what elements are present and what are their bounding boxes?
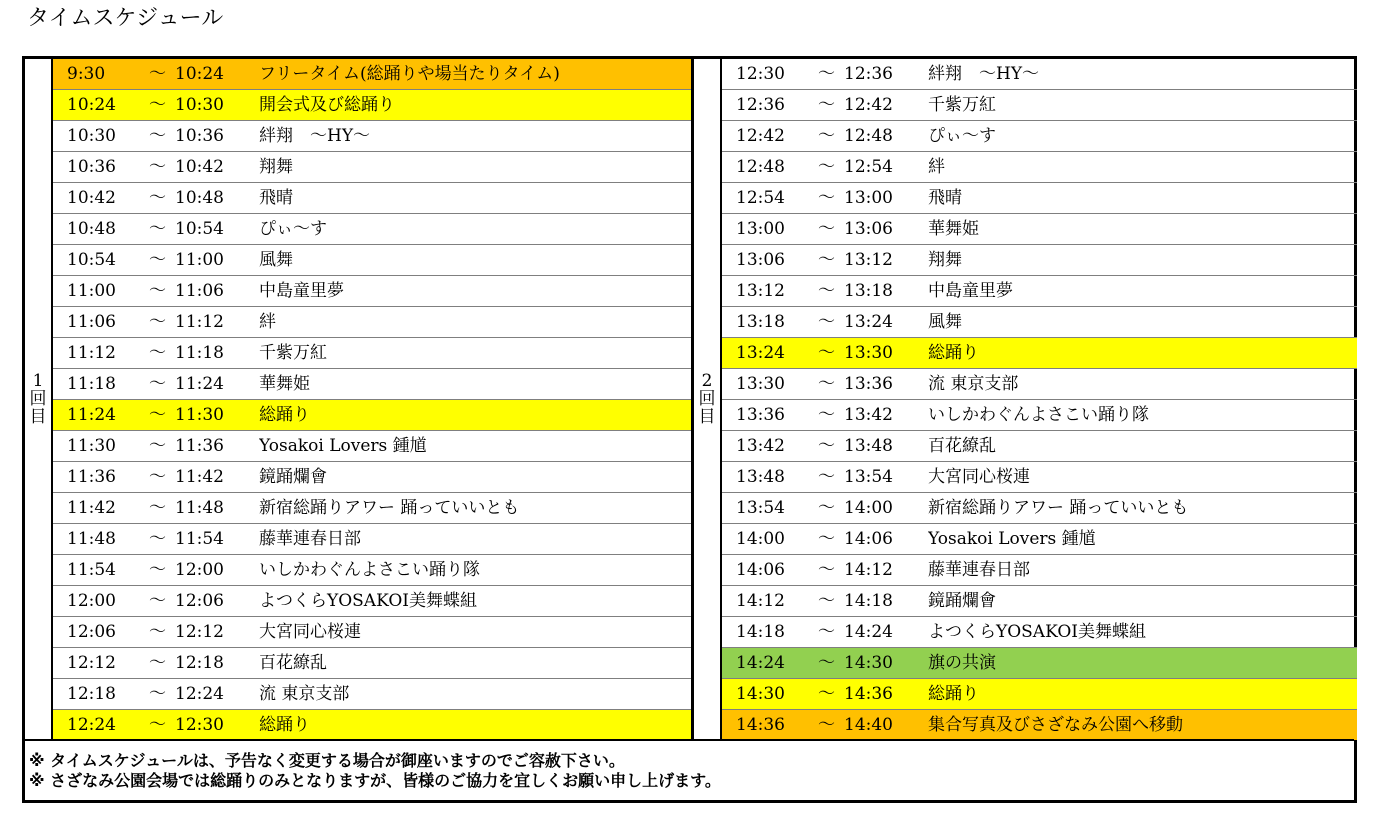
time-separator: ～: [818, 90, 844, 121]
team-name: 絆: [259, 307, 693, 338]
schedule-row: [53, 679, 693, 710]
team-name: Yosakoi Lovers 鍾馗: [259, 431, 693, 462]
time-separator: ～: [149, 555, 175, 586]
time-separator: ～: [149, 183, 175, 214]
schedule-row: [53, 152, 693, 183]
schedule-row: [53, 710, 693, 741]
time-end: 13:36: [844, 369, 928, 400]
team-name: 絆: [928, 152, 1357, 183]
team-name: 鏡踊爛會: [928, 586, 1357, 617]
schedule-row: [722, 245, 1357, 276]
schedule-row: [53, 307, 693, 338]
team-name: 藤華連春日部: [928, 555, 1357, 586]
team-name: 絆翔 ～HY～: [259, 121, 693, 152]
time-end: 12:30: [175, 710, 259, 741]
time-start: 14:18: [722, 617, 818, 648]
time-start: 11:12: [53, 338, 149, 369]
time-start: 13:30: [722, 369, 818, 400]
schedule-row: [53, 462, 693, 493]
schedule-row: [53, 400, 693, 431]
schedule-row: [53, 555, 693, 586]
schedule-row: [722, 121, 1357, 152]
time-separator: ～: [149, 369, 175, 400]
time-separator: ～: [818, 710, 844, 741]
note-line: ※ タイムスケジュールは、予告なく変更する場合が御座いますのでご容赦下さい。: [29, 751, 625, 770]
team-name: 華舞姫: [928, 214, 1357, 245]
time-start: 14:36: [722, 710, 818, 741]
time-end: 14:40: [844, 710, 928, 741]
schedule-row: [53, 431, 693, 462]
time-start: 11:48: [53, 524, 149, 555]
time-start: 12:12: [53, 648, 149, 679]
time-end: 12:24: [175, 679, 259, 710]
time-end: 11:12: [175, 307, 259, 338]
time-separator: ～: [818, 276, 844, 307]
time-end: 14:36: [844, 679, 928, 710]
time-end: 12:48: [844, 121, 928, 152]
team-name: 総踊り: [928, 679, 1357, 710]
team-name: 千紫万紅: [259, 338, 693, 369]
time-start: 10:42: [53, 183, 149, 214]
schedule-row: [53, 214, 693, 245]
time-start: 14:30: [722, 679, 818, 710]
time-end: 11:18: [175, 338, 259, 369]
time-end: 11:42: [175, 462, 259, 493]
team-name: よつくらYOSAKOI美舞蝶組: [259, 586, 693, 617]
time-end: 13:54: [844, 462, 928, 493]
time-start: 13:36: [722, 400, 818, 431]
team-name: 旗の共演: [928, 648, 1357, 679]
time-end: 12:12: [175, 617, 259, 648]
time-end: 12:06: [175, 586, 259, 617]
time-end: 12:18: [175, 648, 259, 679]
schedule-row: [722, 214, 1357, 245]
schedule-row: [722, 586, 1357, 617]
schedule-row: [53, 183, 693, 214]
note-line: ※ さざなみ公園会場では総踊りのみとなりますが、皆様のご協力を宜しくお願い申し上げます。: [29, 771, 721, 790]
time-start: 12:18: [53, 679, 149, 710]
team-name: 集合写真及びさざなみ公園へ移動: [928, 710, 1357, 741]
time-separator: ～: [818, 369, 844, 400]
team-name: 千紫万紅: [928, 90, 1357, 121]
time-separator: ～: [818, 524, 844, 555]
time-separator: ～: [818, 400, 844, 431]
team-name: 百花繚乱: [928, 431, 1357, 462]
time-end: 12:00: [175, 555, 259, 586]
time-start: 12:36: [722, 90, 818, 121]
time-start: 11:30: [53, 431, 149, 462]
schedule-row: [722, 555, 1357, 586]
time-start: 13:48: [722, 462, 818, 493]
team-name: 華舞姫: [259, 369, 693, 400]
time-start: 12:30: [722, 59, 818, 90]
time-start: 13:42: [722, 431, 818, 462]
schedule-row: [722, 462, 1357, 493]
time-separator: ～: [149, 152, 175, 183]
time-start: 13:06: [722, 245, 818, 276]
time-separator: ～: [149, 710, 175, 741]
time-start: 11:36: [53, 462, 149, 493]
schedule-row: [722, 369, 1357, 400]
time-end: 11:30: [175, 400, 259, 431]
team-name: 開会式及び総踊り: [259, 90, 693, 121]
time-separator: ～: [149, 307, 175, 338]
time-start: 14:24: [722, 648, 818, 679]
schedule-row: [53, 493, 693, 524]
team-name: いしかわぐんよさこい踊り隊: [259, 555, 693, 586]
team-name: 風舞: [928, 307, 1357, 338]
time-end: 13:12: [844, 245, 928, 276]
page-title: タイムスケジュール: [27, 6, 224, 31]
team-name: 翔舞: [928, 245, 1357, 276]
time-end: 10:24: [175, 59, 259, 90]
time-separator: ～: [818, 555, 844, 586]
time-separator: ～: [818, 462, 844, 493]
time-end: 11:54: [175, 524, 259, 555]
time-start: 11:06: [53, 307, 149, 338]
time-end: 13:00: [844, 183, 928, 214]
team-name: 総踊り: [928, 338, 1357, 369]
time-start: 13:18: [722, 307, 818, 338]
schedule-row: [722, 59, 1357, 90]
time-start: 11:18: [53, 369, 149, 400]
time-start: 10:48: [53, 214, 149, 245]
time-end: 11:24: [175, 369, 259, 400]
time-separator: ～: [818, 307, 844, 338]
team-name: 飛晴: [259, 183, 693, 214]
schedule-row: [53, 90, 693, 121]
time-start: 10:36: [53, 152, 149, 183]
time-end: 10:48: [175, 183, 259, 214]
time-start: 10:30: [53, 121, 149, 152]
time-separator: ～: [818, 59, 844, 90]
time-end: 13:30: [844, 338, 928, 369]
time-separator: ～: [818, 431, 844, 462]
time-end: 12:36: [844, 59, 928, 90]
schedule-row: [722, 493, 1357, 524]
schedule-row: [53, 121, 693, 152]
time-end: 13:24: [844, 307, 928, 338]
schedule-row: [722, 90, 1357, 121]
time-separator: ～: [149, 493, 175, 524]
time-start: 10:24: [53, 90, 149, 121]
time-separator: ～: [149, 400, 175, 431]
schedule-row: [722, 431, 1357, 462]
time-end: 11:36: [175, 431, 259, 462]
schedule-row: [722, 307, 1357, 338]
time-end: 14:18: [844, 586, 928, 617]
time-end: 14:30: [844, 648, 928, 679]
time-end: 11:00: [175, 245, 259, 276]
team-name: 大宮同心桜連: [259, 617, 693, 648]
time-separator: ～: [149, 462, 175, 493]
schedule-row: [53, 369, 693, 400]
round1-label: 1回目: [29, 371, 47, 427]
schedule-row: [722, 524, 1357, 555]
team-name: 風舞: [259, 245, 693, 276]
time-end: 10:36: [175, 121, 259, 152]
time-separator: ～: [149, 586, 175, 617]
time-end: 14:12: [844, 555, 928, 586]
schedule-row: [722, 648, 1357, 679]
time-separator: ～: [149, 121, 175, 152]
time-separator: ～: [818, 586, 844, 617]
schedule-row: [53, 59, 693, 90]
team-name: 流 東京支部: [259, 679, 693, 710]
round1-table: [53, 59, 694, 740]
time-end: 11:48: [175, 493, 259, 524]
time-start: 14:06: [722, 555, 818, 586]
time-separator: ～: [818, 338, 844, 369]
notes-section: [25, 739, 1354, 800]
time-start: 11:54: [53, 555, 149, 586]
time-separator: ～: [149, 214, 175, 245]
schedule-row: [722, 338, 1357, 369]
time-start: 12:24: [53, 710, 149, 741]
schedule-row: [53, 617, 693, 648]
time-end: 13:18: [844, 276, 928, 307]
team-name: Yosakoi Lovers 鍾馗: [928, 524, 1357, 555]
schedule-row: [722, 617, 1357, 648]
time-end: 13:42: [844, 400, 928, 431]
time-start: 13:12: [722, 276, 818, 307]
time-start: 13:00: [722, 214, 818, 245]
time-start: 13:24: [722, 338, 818, 369]
schedule-row: [53, 524, 693, 555]
time-end: 10:54: [175, 214, 259, 245]
time-separator: ～: [149, 90, 175, 121]
time-start: 12:06: [53, 617, 149, 648]
time-start: 12:54: [722, 183, 818, 214]
team-name: 絆翔 ～HY～: [928, 59, 1357, 90]
time-separator: ～: [818, 493, 844, 524]
round2-label-cell: [694, 59, 722, 739]
time-start: 12:00: [53, 586, 149, 617]
time-separator: ～: [818, 214, 844, 245]
time-start: 14:00: [722, 524, 818, 555]
schedule-row: [722, 710, 1357, 741]
round1-label-cell: [25, 59, 53, 739]
schedule-row: [53, 245, 693, 276]
team-name: 流 東京支部: [928, 369, 1357, 400]
schedule-row: [722, 152, 1357, 183]
team-name: フリータイム(総踊りや場当たりタイム): [259, 59, 693, 90]
time-separator: ～: [818, 183, 844, 214]
time-end: 13:06: [844, 214, 928, 245]
time-start: 11:24: [53, 400, 149, 431]
time-separator: ～: [818, 617, 844, 648]
time-start: 10:54: [53, 245, 149, 276]
time-end: 10:30: [175, 90, 259, 121]
time-end: 12:54: [844, 152, 928, 183]
schedule-row: [53, 586, 693, 617]
team-name: 中島童里夢: [259, 276, 693, 307]
time-start: 9:30: [53, 59, 149, 90]
team-name: 飛晴: [928, 183, 1357, 214]
time-separator: ～: [818, 679, 844, 710]
schedule-row: [53, 648, 693, 679]
time-start: 12:42: [722, 121, 818, 152]
schedule-row: [722, 679, 1357, 710]
time-separator: ～: [149, 245, 175, 276]
schedule-row: [722, 183, 1357, 214]
team-name: 総踊り: [259, 710, 693, 741]
time-start: 12:48: [722, 152, 818, 183]
team-name: 中島童里夢: [928, 276, 1357, 307]
time-separator: ～: [149, 524, 175, 555]
team-name: いしかわぐんよさこい踊り隊: [928, 400, 1357, 431]
time-end: 12:42: [844, 90, 928, 121]
team-name: 藤華連春日部: [259, 524, 693, 555]
time-separator: ～: [149, 431, 175, 462]
schedule-frame: [22, 56, 1357, 803]
team-name: 新宿総踊りアワー 踊っていいとも: [928, 493, 1357, 524]
time-separator: ～: [149, 276, 175, 307]
round2-table: [722, 59, 1357, 740]
team-name: 総踊り: [259, 400, 693, 431]
schedule-row: [722, 400, 1357, 431]
schedule-row: [53, 276, 693, 307]
team-name: 鏡踊爛會: [259, 462, 693, 493]
round2-label: 2回目: [698, 371, 716, 427]
time-end: 11:06: [175, 276, 259, 307]
team-name: 大宮同心桜連: [928, 462, 1357, 493]
time-separator: ～: [149, 338, 175, 369]
time-start: 11:42: [53, 493, 149, 524]
time-start: 14:12: [722, 586, 818, 617]
time-end: 10:42: [175, 152, 259, 183]
team-name: よつくらYOSAKOI美舞蝶組: [928, 617, 1357, 648]
team-name: 新宿総踊りアワー 踊っていいとも: [259, 493, 693, 524]
time-end: 14:06: [844, 524, 928, 555]
time-end: 14:24: [844, 617, 928, 648]
schedule-row: [53, 338, 693, 369]
team-name: ぴぃ～す: [259, 214, 693, 245]
time-end: 13:48: [844, 431, 928, 462]
time-separator: ～: [149, 648, 175, 679]
time-separator: ～: [818, 152, 844, 183]
time-separator: ～: [149, 59, 175, 90]
time-end: 14:00: [844, 493, 928, 524]
time-separator: ～: [149, 617, 175, 648]
time-start: 11:00: [53, 276, 149, 307]
team-name: 翔舞: [259, 152, 693, 183]
time-separator: ～: [149, 679, 175, 710]
time-separator: ～: [818, 648, 844, 679]
team-name: 百花繚乱: [259, 648, 693, 679]
time-separator: ～: [818, 121, 844, 152]
schedule-row: [722, 276, 1357, 307]
time-separator: ～: [818, 245, 844, 276]
team-name: ぴぃ～す: [928, 121, 1357, 152]
time-start: 13:54: [722, 493, 818, 524]
